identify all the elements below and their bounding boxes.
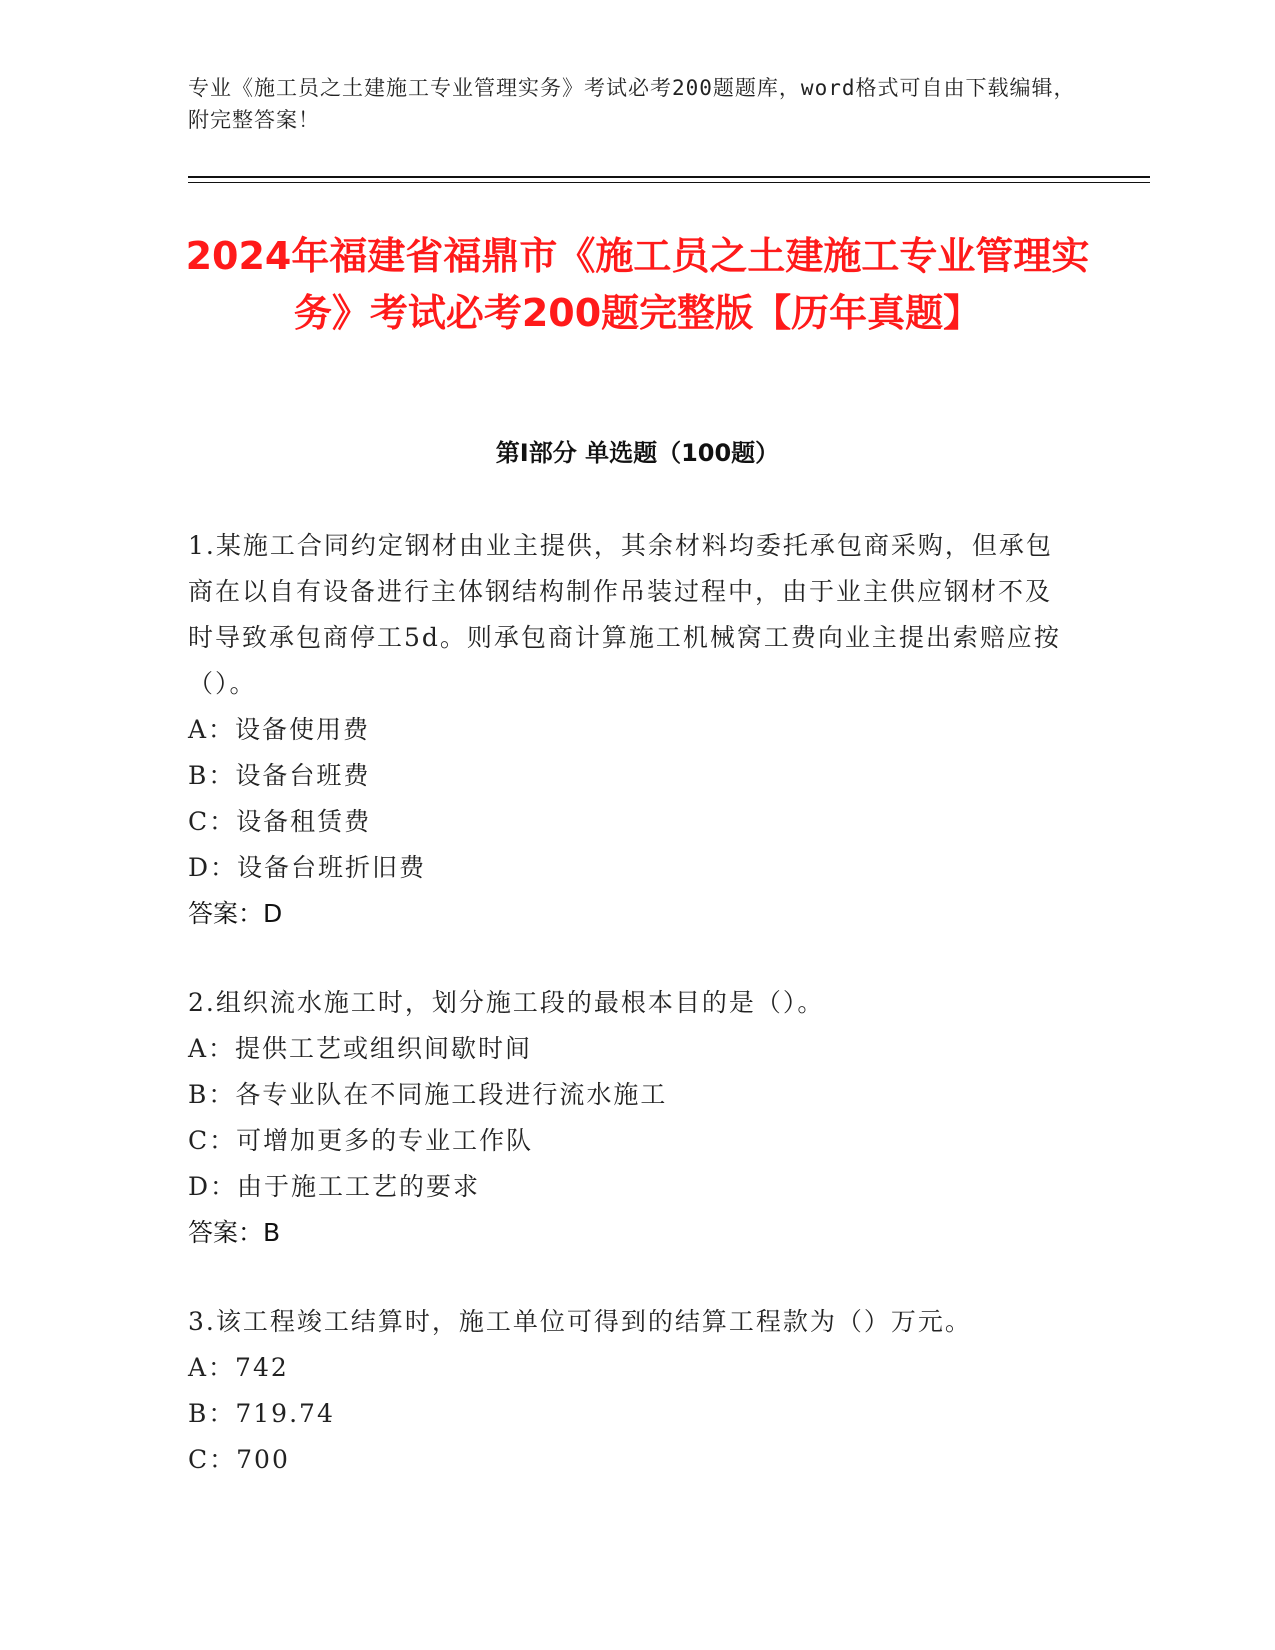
option-b: B：各专业队在不同施工段进行流水施工	[188, 1080, 668, 1109]
question-text: 3.该工程竣工结算时，施工单位可得到的结算工程款为（）万元。	[188, 1307, 972, 1336]
section-title: 第I部分 单选题（100题）	[495, 439, 780, 467]
option-d: D：设备台班折旧费	[188, 853, 427, 882]
option-c: C：700	[188, 1445, 290, 1474]
question-text: 2.组织流水施工时，划分施工段的最根本目的是（）。	[188, 988, 825, 1017]
option-a: A：设备使用费	[188, 715, 371, 744]
question-1	[188, 523, 1068, 937]
header-rule-thick	[188, 176, 1150, 178]
document-title: 2024年福建省福鼎市《施工员之土建施工专业管理实务》考试必考200题完整版【历年真题】	[185, 234, 1090, 335]
option-d: D：由于施工工艺的要求	[188, 1172, 481, 1201]
option-a: A：提供工艺或组织间歇时间	[188, 1034, 533, 1063]
option-c: C：设备租赁费	[188, 807, 372, 836]
option-b: B：719.74	[188, 1399, 335, 1428]
answer: 答案：B	[188, 1218, 281, 1247]
option-c: C：可增加更多的专业工作队	[188, 1126, 534, 1155]
question-3	[188, 1299, 1068, 1483]
option-a: A：742	[188, 1353, 289, 1382]
header-note: 专业《施工员之土建施工专业管理实务》考试必考200题题库，word格式可自由下载编辑，附完整答案！	[188, 76, 1076, 132]
question-text: 1.某施工合同约定钢材由业主提供，其余材料均委托承包商采购，但承包商在以自有设备进行主体钢结构制作吊装过程中，由于业主供应钢材不及时导致承包商停工5d。则承包商计算施工机械窝工费向业主提出索赔应按（）。	[188, 531, 1061, 698]
header-rule-thin	[188, 182, 1150, 183]
answer: 答案：D	[188, 899, 283, 928]
question-2	[188, 980, 1068, 1256]
question-list	[188, 523, 1068, 1526]
option-b: B：设备台班费	[188, 761, 371, 790]
